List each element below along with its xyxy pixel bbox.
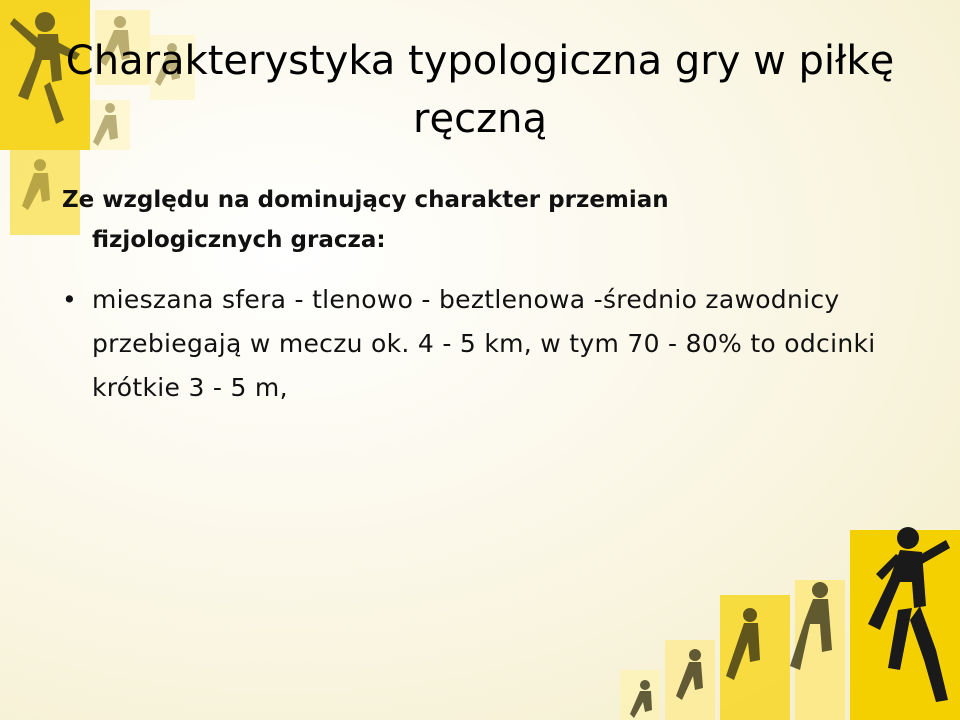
bullet-icon: • (62, 285, 78, 314)
bullet-list (62, 278, 942, 410)
subheading-line: Ze względu na dominujący charakter przemian (62, 187, 669, 213)
list-item (62, 278, 942, 410)
bullet-text: mieszana sfera - tlenowo - beztlenowa -średnio zawodnicy przebiegają w meczu ok. 4 - 5 km, w tym 70 - 80% to odcinki krótkie 3 - 5 m, (92, 285, 876, 402)
handball-players-decoration-icon (600, 520, 960, 720)
subheading-line: fizjologicznych gracza: (92, 227, 386, 253)
slide-title: Charakterystyka typologiczna gry w piłkę ręczną (65, 38, 895, 142)
subheading (62, 180, 882, 260)
